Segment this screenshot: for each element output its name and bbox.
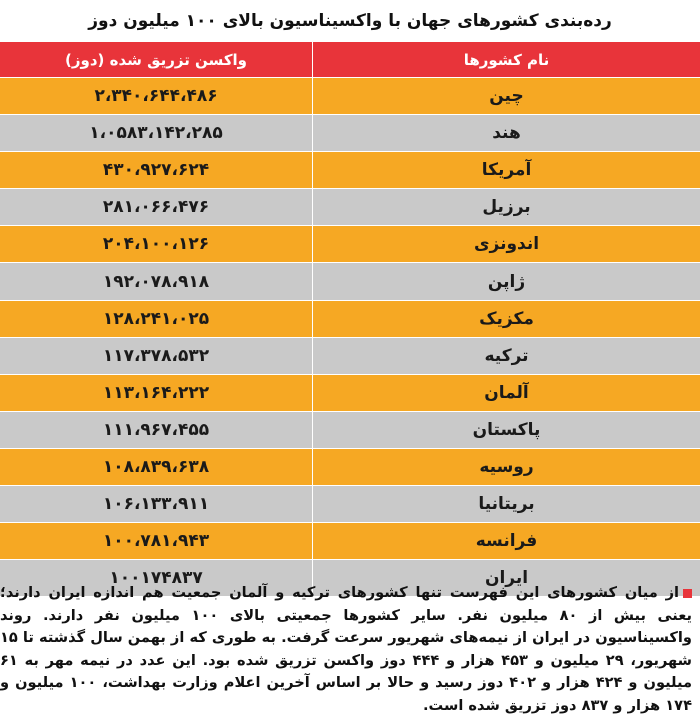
footnote [0,582,700,717]
cell-country: هند [312,115,700,151]
cell-country: ژاپن [312,263,700,299]
cell-country: برزیل [312,189,700,225]
table-row [0,226,700,263]
table-body [0,78,700,597]
table-row [0,152,700,189]
table-row [0,263,700,300]
page-title: رده‌بندی کشورهای جهان با واکسیناسیون بالای ۱۰۰ میلیون دوز [88,11,612,31]
cell-country: چین [312,78,700,114]
table-row [0,189,700,226]
table-header-row [0,42,700,78]
cell-doses: ۲۸۱،۰۶۶،۴۷۶ [0,189,312,225]
cell-doses: ۴۳۰،۹۲۷،۶۲۴ [0,152,312,188]
ranking-table [0,41,700,597]
table-row [0,412,700,449]
table-row [0,449,700,486]
table-row [0,523,700,560]
cell-doses: ۱۰۶،۱۳۳،۹۱۱ [0,486,312,522]
cell-doses: ۲۰۴،۱۰۰،۱۲۶ [0,226,312,262]
table-row [0,78,700,115]
cell-doses: ۱۰۰۱۷۴۸۳۷ [0,560,312,596]
cell-country: فرانسه [312,523,700,559]
cell-country: پاکستان [312,412,700,448]
cell-doses: ۱۹۲،۰۷۸،۹۱۸ [0,263,312,299]
cell-doses: ۱۱۷،۳۷۸،۵۳۲ [0,338,312,374]
cell-doses: ۱۰۸،۸۳۹،۶۳۸ [0,449,312,485]
cell-doses: ۱۰۰،۷۸۱،۹۴۳ [0,523,312,559]
footnote-text: از میان کشورهای این فهرست تنها کشورهای ترکیه و آلمان جمعیت هم اندازه ایران دارند؛ یعنی بیش از ۸۰ میلیون نفر. سایر کشورها جمعیتی بالای ۱۰۰ میلیون نفر دارند. روند واکسیناسیون در ایران از نیمه‌های شهریور سرعت گرفت. به طوری که از بهمن سال گذشته تا ۱۵ شهریور، ۲۹ میلیون و ۴۵۳ هزار و ۴۴۴ دوز واکسن تزریق شده بود. این عدد در نیمه مهر به ۶۱ میلیون و ۴۲۴ هزار و ۴۰۲ دوز رسید و حالا بر اساس آخرین اعلام وزارت بهداشت، ۱۰۰ میلیون و ۱۷۴ هزار و ۸۳۷ دوز تزریق شده است. [0,584,693,714]
cell-country: روسیه [312,449,700,485]
cell-country: آمریکا [312,152,700,188]
table-row [0,338,700,375]
table-row [0,301,700,338]
cell-doses: ۱۱۳،۱۶۴،۲۲۲ [0,375,312,411]
bullet-square [683,589,692,598]
table-row [0,115,700,152]
cell-doses: ۱۱۱،۹۶۷،۴۵۵ [0,412,312,448]
cell-country: آلمان [312,375,700,411]
cell-doses: ۲،۳۴۰،۶۴۴،۴۸۶ [0,78,312,114]
cell-country: ایران [312,560,700,596]
table-row [0,486,700,523]
cell-country: ترکیه [312,338,700,374]
header-country: نام کشورها [312,42,700,77]
cell-doses: ۱۲۸،۲۴۱،۰۲۵ [0,301,312,337]
cell-country: اندونزی [312,226,700,262]
cell-country: مکزیک [312,301,700,337]
table-row [0,375,700,412]
cell-country: بریتانیا [312,486,700,522]
cell-doses: ۱،۰۵۸۳،۱۴۲،۲۸۵ [0,115,312,151]
header-doses: واکسن تزریق شده (دوز) [0,42,312,77]
